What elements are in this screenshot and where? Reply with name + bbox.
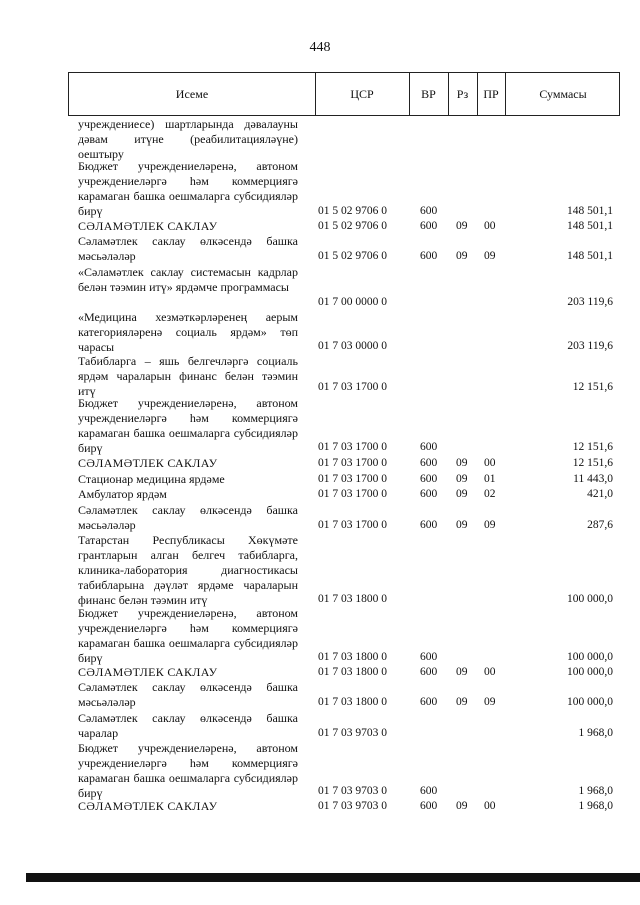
row-name: «Медицина хезмәткәрләренең аерым категорияләренә социаль ярдәм» төп чарасы (78, 310, 298, 354)
row-vr: 600 (420, 441, 438, 453)
row-sum: 100 000,0 (567, 666, 613, 678)
row-sum: 148 501,1 (567, 220, 613, 232)
row-csr: 01 7 03 0000 0 (318, 340, 387, 352)
row-csr: 01 7 03 9703 0 (318, 727, 387, 739)
row-sum: 12 151,6 (572, 441, 613, 453)
header-name: Исеме (175, 87, 209, 101)
row-csr: 01 7 03 1700 0 (318, 519, 387, 531)
row-name: учреждениесе) шартларында дәвалауны дәвам итүне (реабилитацияләүне) оештыру (78, 117, 298, 161)
row-vr: 600 (420, 250, 438, 262)
row-rz: 09 (456, 473, 468, 485)
row-name: СӘЛАМӘТЛЕК САКЛАУ (78, 665, 218, 679)
row-rz: 09 (456, 696, 468, 708)
row-vr: 600 (420, 651, 438, 663)
scan-bottom-border (26, 873, 640, 882)
row-vr: 600 (420, 800, 438, 812)
row-sum: 1 968,0 (578, 727, 613, 739)
row-rz: 09 (456, 519, 468, 531)
header-sum: Суммасы (539, 87, 587, 101)
row-name: СӘЛАМӘТЛЕК САКЛАУ (78, 456, 218, 470)
header-csr: ЦСР (350, 87, 374, 101)
row-vr: 600 (420, 205, 438, 217)
row-csr: 01 7 03 1700 0 (318, 488, 387, 500)
row-sum: 100 000,0 (567, 593, 613, 605)
row-rz: 09 (456, 457, 468, 469)
row-vr: 600 (420, 220, 438, 232)
row-sum: 148 501,1 (567, 250, 613, 262)
row-name: Сәламәтлек саклау өлкәсендә башка мәсьәләләр (78, 680, 298, 709)
row-csr: 01 7 03 1700 0 (318, 457, 387, 469)
row-pr: 09 (484, 696, 496, 708)
row-name: Татарстан Республикасы Хөкүмәте грантларын алган белгеч табибларга, клиника-лаборатория диагностикасы табибларына дәүләт ярдәме чараларын финанс белән тәэмин итү (78, 533, 298, 607)
header-rz: Рз (456, 87, 469, 101)
row-csr: 01 7 03 1700 0 (318, 381, 387, 393)
row-vr: 600 (420, 488, 438, 500)
row-name: СӘЛАМӘТЛЕК САКЛАУ (78, 219, 218, 233)
row-vr: 600 (420, 519, 438, 531)
row-rz: 09 (456, 250, 468, 262)
row-sum: 100 000,0 (567, 696, 613, 708)
row-name: Табибларга – яшь белгечләргә социаль ярдәм чараларын финанс белән тәэмин итү (78, 354, 298, 398)
row-pr: 00 (484, 800, 496, 812)
row-rz: 09 (456, 666, 468, 678)
row-sum: 100 000,0 (567, 651, 613, 663)
row-pr: 00 (484, 666, 496, 678)
row-name: Бюджет учреждениеләренә, автоном учреждениеләргә һәм коммерциягә карамаган башка оешмаларга субсидияләр бирү (78, 606, 298, 665)
row-name: Сәламәтлек саклау өлкәсендә башка мәсьәләләр (78, 503, 298, 532)
row-csr: 01 7 00 0000 0 (318, 296, 387, 308)
row-sum: 287,6 (587, 519, 613, 531)
row-csr: 01 7 03 9703 0 (318, 785, 387, 797)
row-sum: 11 443,0 (573, 473, 613, 485)
row-csr: 01 5 02 9706 0 (318, 250, 387, 262)
row-sum: 421,0 (587, 488, 613, 500)
row-name: Сәламәтлек саклау өлкәсендә башка чаралар (78, 711, 298, 740)
row-sum: 1 968,0 (578, 800, 613, 812)
page-number: 448 (309, 40, 331, 55)
row-pr: 09 (484, 250, 496, 262)
row-name: Амбулатор ярдәм (78, 487, 167, 501)
row-name: Бюджет учреждениеләренә, автоном учреждениеләргә һәм коммерциягә карамаган башка оешмаларга субсидияләр бирү (78, 741, 298, 800)
row-rz: 09 (456, 800, 468, 812)
row-csr: 01 7 03 1800 0 (318, 696, 387, 708)
header-pr: ПР (483, 87, 499, 101)
row-csr: 01 7 03 1800 0 (318, 666, 387, 678)
row-csr: 01 7 03 1700 0 (318, 441, 387, 453)
row-pr: 01 (484, 473, 496, 485)
row-name: Сәламәтлек саклау өлкәсендә башка мәсьәләләр (78, 234, 298, 263)
row-sum: 12 151,6 (572, 457, 613, 469)
row-csr: 01 5 02 9706 0 (318, 220, 387, 232)
row-sum: 203 119,6 (567, 340, 613, 352)
row-name: Бюджет учреждениеләренә, автоном учреждениеләргә һәм коммерциягә карамаган башка оешмаларга субсидияләр бирү (78, 396, 298, 455)
row-vr: 600 (420, 473, 438, 485)
row-pr: 09 (484, 519, 496, 531)
row-pr: 00 (484, 220, 496, 232)
row-sum: 1 968,0 (578, 785, 613, 797)
row-sum: 203 119,6 (567, 296, 613, 308)
row-rz: 09 (456, 220, 468, 232)
row-vr: 600 (420, 785, 438, 797)
header-vr: ВР (421, 87, 436, 101)
row-rz: 09 (456, 488, 468, 500)
row-vr: 600 (420, 696, 438, 708)
row-csr: 01 7 03 1700 0 (318, 473, 387, 485)
row-csr: 01 5 02 9706 0 (318, 205, 387, 217)
row-csr: 01 7 03 9703 0 (318, 800, 387, 812)
row-vr: 600 (420, 457, 438, 469)
row-name: Бюджет учреждениеләренә, автоном учреждениеләргә һәм коммерциягә карамаган башка оешмаларга субсидияләр бирү (78, 159, 298, 218)
row-vr: 600 (420, 666, 438, 678)
row-pr: 02 (484, 488, 496, 500)
row-name: Стационар медицина ярдәме (78, 472, 225, 486)
row-csr: 01 7 03 1800 0 (318, 651, 387, 663)
row-name: «Сәламәтлек саклау системасын кадрлар белән тәэмин итү» ярдәмче программасы (78, 265, 298, 294)
row-sum: 12 151,6 (572, 381, 613, 393)
row-pr: 00 (484, 457, 496, 469)
row-csr: 01 7 03 1800 0 (318, 593, 387, 605)
row-name: СӘЛАМӘТЛЕК САКЛАУ (78, 799, 218, 813)
row-sum: 148 501,1 (567, 205, 613, 217)
